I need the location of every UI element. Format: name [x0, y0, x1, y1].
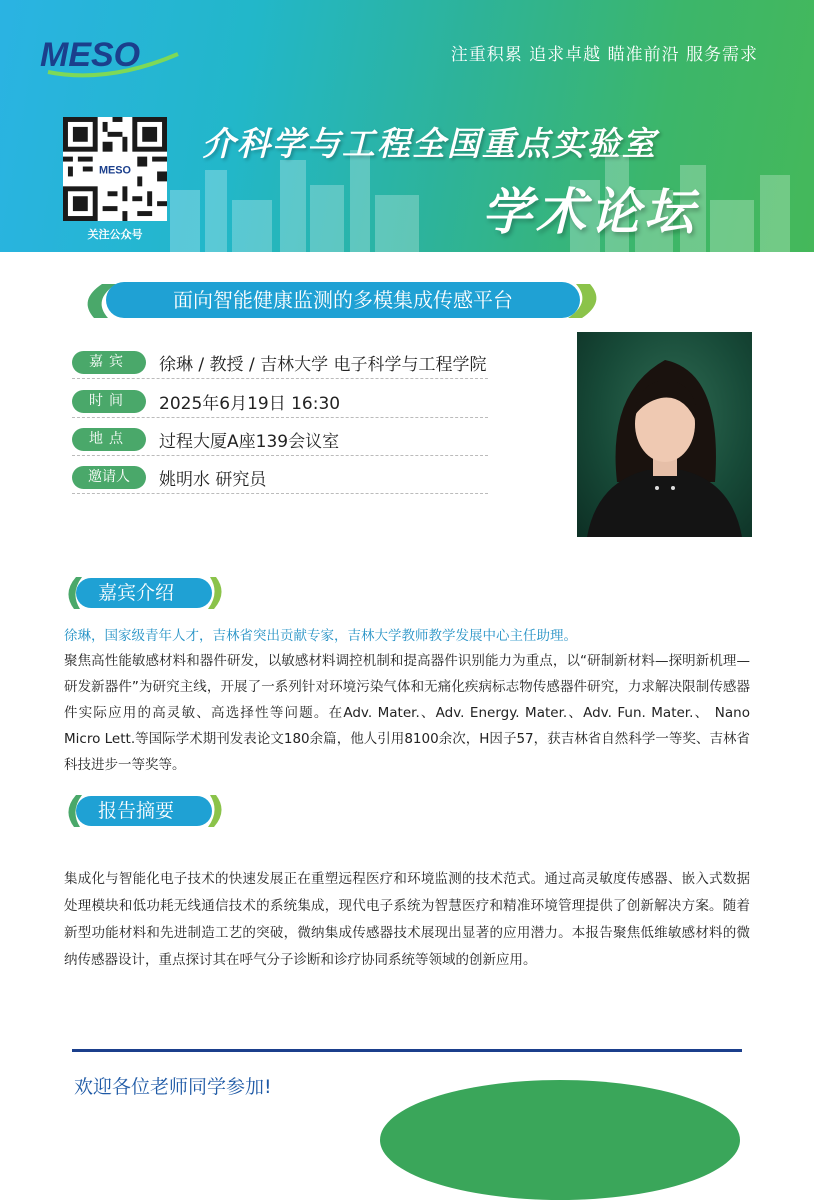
header-banner: [0, 0, 814, 252]
talk-title-banner: [72, 282, 612, 320]
abstract-text: 集成化与智能化电子技术的快速发展正在重塑远程医疗和环境监测的技术范式。通过高灵敏度传感器、嵌入式数据处理模块和低功耗无线通信技术的系统集成，现代电子系统为智慧医疗和精准环境管理提供了创新解决方案。随着新型功能材料和先进制造工艺的突破，微纳集成传感器技术展现出显著的应用潜力。本报告聚焦低维敏感材料的微纳传感器设计，重点探讨其在呼气分子诊断和诊疗协同系统等领域的创新应用。: [64, 871, 750, 968]
bio-text: 聚焦高性能敏感材料和器件研发，以敏感材料调控机制和提高器件识别能力为重点，以“研制新材料—探明新机理—研发新器件”为研究主线，开展了一系列针对环境污染气体和无痛化疾病标志物传感器件研究，力求解决限制传感器件实际应用的高灵敏、高选择性等问题。在Adv. Mater.、Adv. Energy. Mater.、Adv. Fun. Mater.、 Nano Micro Lett.等国际学术期刊发表论文180余篇，他人引用8100余次，H因子57，获吉林省自然科学一等奖、吉林省科技进步一等奖等。: [64, 653, 750, 773]
footer-divider: [72, 1049, 742, 1052]
bio-heading: 嘉宾介绍: [76, 578, 212, 608]
speaker-portrait: [577, 332, 752, 537]
info-value: 徐琳 / 教授 / 吉林大学 电子科学与工程学院: [159, 355, 487, 375]
qr-caption: 关注公众号: [87, 228, 143, 241]
bio-section-header: [64, 576, 226, 610]
info-row-location: [72, 425, 488, 456]
abstract-heading: 报告摘要: [76, 796, 212, 826]
speaker-photo: [577, 332, 752, 537]
info-row-speaker: [72, 348, 488, 379]
svg-text:MESO: MESO: [98, 164, 132, 177]
bio-lead: 徐琳，国家级青年人才，吉林省突出贡献专家，吉林大学教师教学发展中心主任助理。: [64, 628, 577, 644]
slogan: 注重积累 追求卓越 瞄准前沿 服务需求: [450, 45, 758, 65]
welcome-message: 欢迎各位老师同学参加!: [74, 1076, 272, 1098]
lab-name: 介科学与工程全国重点实验室: [202, 124, 657, 163]
forum-title: 学术论坛: [482, 183, 698, 241]
svg-text:MESO: MESO: [40, 36, 141, 74]
info-value: 2025年6月19日 16:30: [159, 394, 341, 414]
info-row-host: [72, 463, 488, 494]
abstract-section-header: [64, 794, 226, 828]
info-label: 嘉宾: [72, 351, 146, 374]
info-label: 邀请人: [72, 466, 146, 489]
info-value: 姚明水 研究员: [159, 470, 267, 490]
footer-hill-decoration: [380, 1080, 740, 1200]
info-label: 地点: [72, 428, 146, 451]
info-label: 时间: [72, 390, 146, 413]
qr-code-image: [63, 117, 167, 221]
qr-code: [63, 117, 167, 221]
info-row-time: [72, 387, 488, 418]
talk-title: 面向智能健康监测的多模集成传感平台: [106, 282, 580, 318]
info-value: 过程大厦A座139会议室: [159, 432, 340, 452]
meso-logo: [38, 32, 183, 82]
